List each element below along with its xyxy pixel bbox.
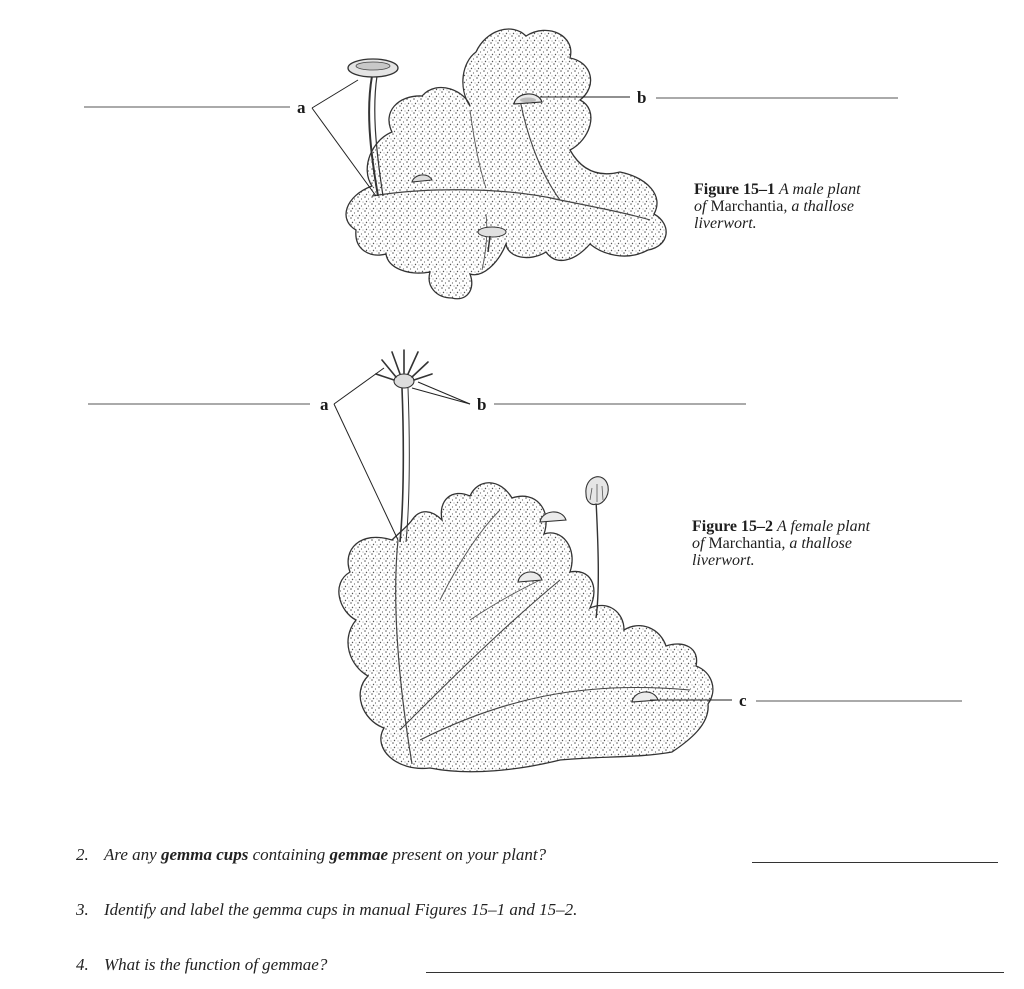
figure-2-caption-after: , a thallose (781, 535, 852, 552)
question-3 (76, 900, 577, 920)
figure-1-label-b: b (637, 88, 647, 107)
question-4-text: What is the function of gemmae? (104, 955, 328, 974)
question-2-text-1: Are any (104, 845, 161, 864)
figure-1-caption (694, 181, 954, 232)
figure-1-caption-genus: Marchantia (710, 198, 784, 215)
figure-2-caption-end: liverwort. (692, 552, 755, 569)
pointer-1a-top (312, 80, 358, 108)
figure-2-caption (692, 518, 962, 569)
question-3-number: 3. (76, 900, 89, 919)
answer-line-4[interactable] (426, 972, 1004, 973)
figure-1-number: Figure 15–1 (694, 181, 776, 198)
female-plant-thallus (339, 483, 713, 772)
figure-1-caption-text: A male plant (779, 181, 861, 198)
question-2-number: 2. (76, 845, 89, 864)
figure-2-caption-of: of (692, 535, 705, 552)
figure-2-label-c: c (739, 691, 747, 710)
question-2-term-gemma-cups: gemma cups (160, 845, 249, 864)
question-3-text: Identify and label the gemma cups in manual Figures 15–1 and 15–2. (104, 900, 578, 919)
answer-line-2[interactable] (752, 862, 998, 863)
question-4 (76, 955, 327, 975)
question-4-number: 4. (76, 955, 89, 974)
figure-2-label-b: b (477, 395, 487, 414)
figure-1-caption-after: , a thallose (783, 198, 854, 215)
question-2-text-3: present on your plant? (388, 845, 547, 864)
pointer-2b-2 (418, 382, 470, 404)
figure-2-caption-genus: Marchantia (708, 535, 782, 552)
figure-1-caption-of: of (694, 198, 707, 215)
figure-2-label-a: a (320, 395, 329, 414)
figure-1-label-a: a (297, 98, 306, 117)
pointer-2a-bottom (334, 404, 398, 540)
question-2-term-gemmae: gemmae (329, 845, 389, 864)
question-2-text-2: containing (248, 845, 330, 864)
figure-2-caption-text: A female plant (777, 518, 871, 535)
question-2 (76, 845, 546, 865)
pointer-2a-top (334, 368, 384, 404)
figure-1-caption-end: liverwort. (694, 215, 757, 232)
pointer-1a-bottom (312, 108, 376, 196)
pointer-2b-1 (412, 388, 470, 404)
figure-2-number: Figure 15–2 (692, 518, 774, 535)
